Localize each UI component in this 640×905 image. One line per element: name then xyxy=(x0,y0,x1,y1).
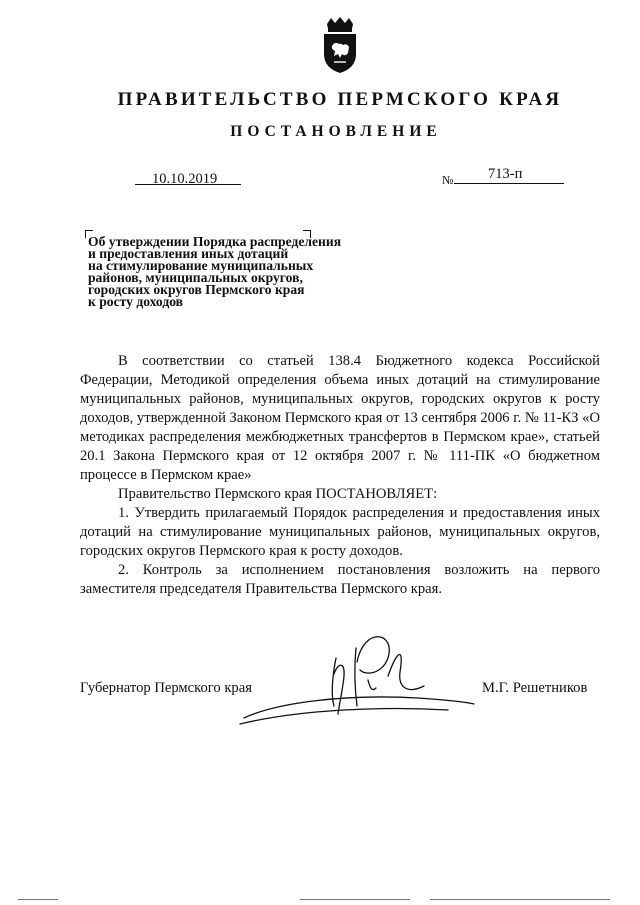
footer-rule xyxy=(300,899,410,900)
signer-position: Губернатор Пермского края xyxy=(80,680,252,696)
document-subject xyxy=(88,236,388,308)
footer-rule xyxy=(430,899,610,900)
number-underline xyxy=(454,183,564,184)
document-type: ПОСТАНОВЛЕНИЕ xyxy=(230,123,442,140)
subject-line: к росту доходов xyxy=(88,294,184,309)
subject-line: городских округов Пермского края xyxy=(88,282,305,297)
clause-1-paragraph: 1. Утвердить прилагаемый Порядок распределения и предоставления иных дотаций на стимулирование муниципальных районов, муниципальных округов, городских округов Пермского края к росту доходов. xyxy=(80,505,600,559)
document-date: 10.10.2019 xyxy=(152,171,218,187)
subject-line: и предоставления иных дотаций xyxy=(88,246,289,261)
clause-2-paragraph: 2. Контроль за исполнением постановления возложить на первого заместителя председателя Правительства Пермского края. xyxy=(80,562,600,597)
footer-rule xyxy=(18,899,58,900)
government-title: ПРАВИТЕЛЬСТВО ПЕРМСКОГО КРАЯ xyxy=(117,89,563,110)
preamble-paragraph: В соответствии со статьей 138.4 Бюджетного кодекса Российской Федерации, Методикой определения объема иных дотаций на стимулирование муниципальных районов, муниципальных округов, городских округов к росту доходов, утвержденной Законом Пермского края от 13 сентября 2006 г. № 11-КЗ «О методиках распределения межбюджетных трансфертов в Пермском крае», статьей 20.1 Закона Пермского края от 12 октября 2007 г. № 111-ПК «О бюджетном процессе в Пермском крае» xyxy=(80,353,600,483)
subject-line: районов, муниципальных округов, xyxy=(88,270,303,285)
number-sign: № xyxy=(442,173,454,187)
handwritten-signature xyxy=(238,618,478,730)
document-body xyxy=(80,352,600,599)
date-underline xyxy=(135,184,241,185)
resolution-paragraph: Правительство Пермского края ПОСТАНОВЛЯЕТ: xyxy=(118,486,438,502)
document-number: 713-п xyxy=(488,166,523,182)
subject-line: Об утверждении Порядка распределения xyxy=(88,234,342,249)
subject-line: на стимулирование муниципальных xyxy=(88,258,314,273)
signer-name: М.Г. Решетников xyxy=(482,680,588,696)
coat-of-arms-icon xyxy=(321,16,359,74)
